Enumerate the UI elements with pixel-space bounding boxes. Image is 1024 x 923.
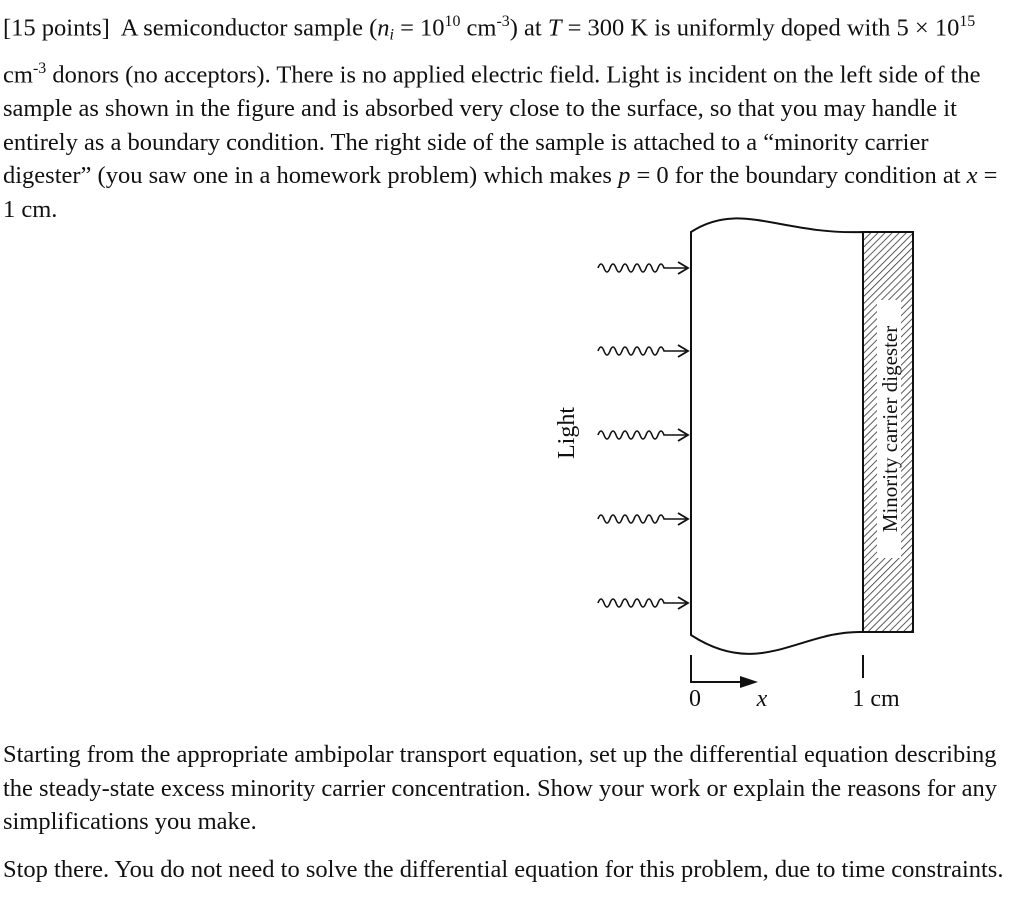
light-label: Light xyxy=(554,407,580,459)
light-ray-icon xyxy=(598,345,688,357)
origin-label: 0 xyxy=(689,686,701,712)
end-label: 1 cm xyxy=(852,686,900,712)
problem-statement: [15 points] A semiconductor sample ($n_i = 10^{10}$ $cm^{-3}$) at T = 300 K is uniformly doped with $5 \times 10^{15}$ $cm^{-3}$ donors (no acceptors). There is no applied electric field. Light is incident on the left side of the sample as shown in the figure and is absorbed very close to the surface, so that you may handle it entirely as a boundary condition. The right side of the sample is attached to a “minority carrier digester” (you saw one in a homework problem) which makes p = 0 for the boundary condition at x = 1 cm. xyxy=(3,13,998,223)
x-axis-label: x xyxy=(756,686,768,712)
points-label: [15 points] xyxy=(3,14,110,42)
light-ray-icon xyxy=(598,429,688,441)
light-ray-icon xyxy=(598,262,688,274)
light-ray-icon xyxy=(598,597,688,609)
note-text: Stop there. You do not need to solve the differential equation for this problem, due to time constraints. xyxy=(3,856,1004,883)
task-text: Starting from the appropriate ambipolar transport equation, set up the differential equation describing the steady-state excess minority carrier concentration. Show your work or explain the reasons for any simplifications you make. xyxy=(3,741,997,835)
semiconductor-sample xyxy=(691,218,863,653)
digester-label: Minority carrier digester xyxy=(878,325,902,533)
light-ray-icon xyxy=(598,513,688,525)
